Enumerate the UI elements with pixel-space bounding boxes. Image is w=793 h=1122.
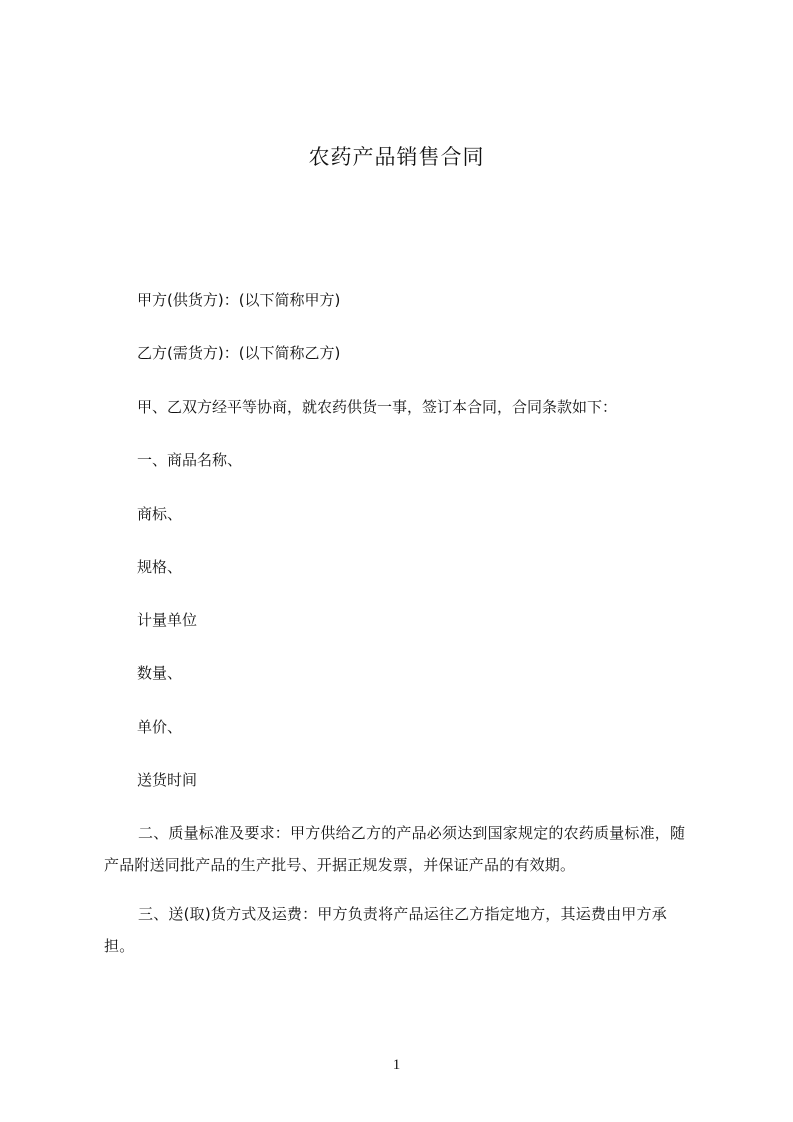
unit-price-line: 单价、	[137, 718, 183, 736]
page-number: 1	[392, 1057, 401, 1073]
specification-line: 规格、	[137, 558, 183, 576]
clause1-heading: 一、商品名称、	[137, 451, 243, 469]
clause2-paragraph: 二、质量标准及要求：甲方供给乙方的产品必须达到国家规定的农药质量标准，随产品附送同批产品的生产批号、开据正规发票，并保证产品的有效期。	[104, 824, 686, 874]
quantity-line: 数量、	[137, 664, 183, 682]
delivery-time-line: 送货时间	[137, 771, 198, 789]
clause3-paragraph: 三、送(取)货方式及运费：甲方负责将产品运往乙方指定地方，其运费由甲方承担。	[104, 905, 667, 955]
trademark-line: 商标、	[137, 505, 183, 523]
intro-line: 甲、乙双方经平等协商，就农药供货一事，签订本合同，合同条款如下：	[137, 398, 618, 416]
unit-line: 计量单位	[137, 611, 198, 629]
document-title: 农药产品销售合同	[308, 145, 485, 169]
party-b-line: 乙方(需货方)：(以下简称乙方)	[137, 344, 341, 362]
party-a-line: 甲方(供货方)：(以下简称甲方)	[137, 291, 341, 309]
